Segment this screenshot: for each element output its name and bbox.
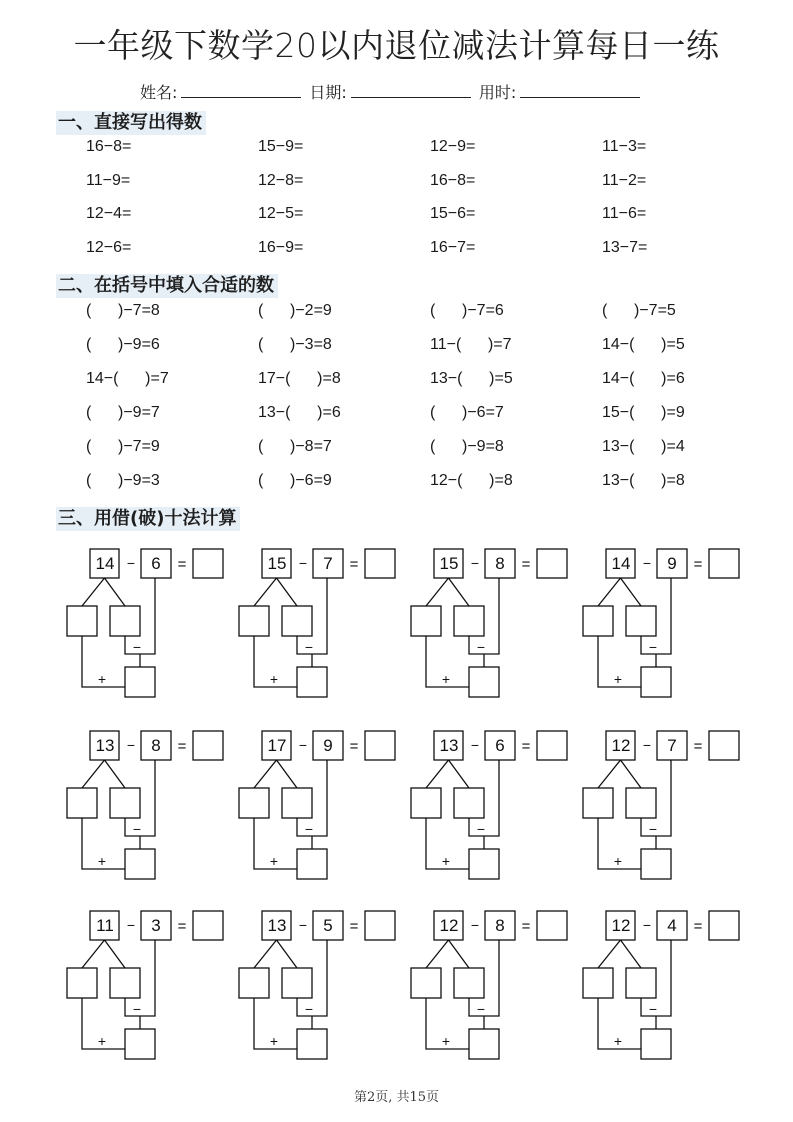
svg-text:−: − [470, 917, 480, 933]
intermediate-result-box[interactable] [125, 667, 155, 697]
svg-text:−: − [648, 821, 658, 837]
answer-box[interactable] [537, 731, 567, 761]
minuend: 12 [611, 916, 631, 935]
arithmetic-problem: 12−6= [86, 238, 132, 256]
svg-text:+: + [97, 853, 107, 869]
section-1-header: 一、直接写出得数 [56, 111, 206, 135]
answer-box[interactable] [193, 731, 223, 761]
borrow-ten-diagram [404, 902, 574, 1062]
borrow-ten-diagram [404, 722, 574, 882]
svg-text:=: = [693, 918, 703, 935]
answer-box[interactable] [709, 911, 739, 941]
svg-text:=: = [693, 556, 703, 573]
borrow-ten-diagram [576, 902, 746, 1062]
svg-text:+: + [441, 1033, 451, 1049]
arithmetic-problem: 15−6= [430, 205, 476, 222]
svg-text:−: − [132, 639, 142, 655]
fill-blank-problem: ( )−2=9 [258, 302, 332, 319]
svg-text:−: − [132, 821, 142, 837]
arithmetic-problem: 16−9= [258, 238, 304, 256]
svg-text:−: − [304, 1001, 314, 1017]
svg-text:−: − [648, 639, 658, 655]
worksheet-title: 一年级下数学20以内退位减法计算每日一练 [73, 26, 720, 65]
borrow-ten-diagram [232, 722, 402, 882]
intermediate-result-box[interactable] [641, 667, 671, 697]
intermediate-result-box[interactable] [125, 849, 155, 879]
answer-box[interactable] [537, 549, 567, 579]
fill-blank-problem: 13−( )=6 [258, 404, 341, 421]
svg-text:−: − [298, 737, 308, 753]
arithmetic-problem: 16−8= [86, 138, 132, 155]
intermediate-result-box[interactable] [297, 849, 327, 879]
fill-blank-problem: 12−( )=8 [430, 472, 513, 489]
minuend: 17 [267, 736, 287, 755]
svg-text:−: − [132, 1001, 142, 1017]
time-label: 用时: [478, 83, 517, 102]
arithmetic-problem: 11−3= [602, 138, 647, 155]
borrow-ten-diagram [232, 902, 402, 1062]
split-ten-box[interactable] [67, 968, 97, 998]
arithmetic-problem: 11−9= [86, 171, 131, 189]
svg-text:−: − [476, 1001, 486, 1017]
subtrahend: 8 [151, 736, 161, 755]
date-label: 日期: [309, 83, 347, 102]
minuend: 13 [267, 916, 287, 935]
minuend: 13 [95, 736, 115, 755]
fill-blank-problem: ( )−8=7 [258, 438, 332, 455]
intermediate-result-box[interactable] [641, 849, 671, 879]
subtrahend: 8 [495, 554, 505, 573]
split-ones-box[interactable] [454, 968, 484, 998]
time-field[interactable] [520, 83, 640, 98]
svg-text:=: = [693, 738, 703, 755]
answer-box[interactable] [193, 911, 223, 941]
answer-box[interactable] [365, 549, 395, 579]
svg-text:=: = [177, 738, 187, 755]
answer-box[interactable] [365, 731, 395, 761]
svg-text:−: − [126, 737, 136, 753]
split-ones-box[interactable] [282, 968, 312, 998]
minuend: 11 [96, 916, 114, 935]
svg-text:−: − [648, 1001, 658, 1017]
name-field[interactable] [181, 83, 301, 98]
split-ten-box[interactable] [411, 606, 441, 636]
fill-blank-problem: 14−( )=5 [602, 336, 685, 353]
minuend: 13 [439, 736, 459, 755]
subtrahend: 7 [323, 554, 333, 573]
svg-text:=: = [349, 918, 359, 935]
svg-text:+: + [613, 1033, 623, 1049]
arithmetic-problem: 11−6= [602, 205, 647, 222]
svg-text:−: − [298, 917, 308, 933]
svg-text:+: + [613, 671, 623, 687]
fill-blank-problem: 13−( )=8 [602, 472, 685, 489]
svg-text:=: = [521, 918, 531, 935]
intermediate-result-box[interactable] [297, 1029, 327, 1059]
svg-text:=: = [349, 738, 359, 755]
svg-text:−: − [126, 555, 136, 571]
svg-text:+: + [441, 853, 451, 869]
fill-blank-problem: 14−( )=7 [86, 370, 169, 387]
split-ten-box[interactable] [239, 606, 269, 636]
svg-text:−: − [642, 737, 652, 753]
minuend: 12 [439, 916, 459, 935]
svg-text:−: − [642, 555, 652, 571]
svg-text:−: − [470, 555, 480, 571]
intermediate-result-box[interactable] [469, 667, 499, 697]
svg-text:−: − [304, 821, 314, 837]
split-ten-box[interactable] [239, 968, 269, 998]
subtrahend: 3 [151, 916, 161, 935]
svg-text:=: = [521, 738, 531, 755]
fill-blank-problem: ( )−7=6 [430, 302, 504, 319]
svg-text:+: + [441, 671, 451, 687]
fill-blank-problem: ( )−9=3 [86, 472, 160, 489]
fill-blank-problem: ( )−6=7 [430, 404, 504, 421]
split-ones-box[interactable] [454, 788, 484, 818]
arithmetic-problem: 12−9= [430, 138, 476, 155]
svg-text:−: − [476, 639, 486, 655]
split-ten-box[interactable] [67, 606, 97, 636]
subtrahend: 4 [667, 916, 677, 935]
minuend: 12 [611, 736, 631, 755]
split-ones-box[interactable] [626, 968, 656, 998]
svg-text:=: = [521, 556, 531, 573]
intermediate-result-box[interactable] [469, 849, 499, 879]
svg-text:+: + [269, 671, 279, 687]
borrow-ten-diagram [404, 540, 574, 700]
answer-box[interactable] [193, 549, 223, 579]
svg-text:=: = [349, 556, 359, 573]
fill-blank-problem: ( )−9=7 [86, 404, 160, 421]
arithmetic-problem: 16−7= [430, 238, 476, 256]
fill-blank-problem: 17−( )=8 [258, 370, 341, 387]
split-ten-box[interactable] [411, 968, 441, 998]
svg-text:+: + [97, 1033, 107, 1049]
svg-text:+: + [613, 853, 623, 869]
borrow-ten-diagram [60, 540, 230, 700]
split-ones-box[interactable] [626, 606, 656, 636]
intermediate-result-box[interactable] [469, 1029, 499, 1059]
borrow-ten-diagram [60, 722, 230, 882]
arithmetic-problem: 16−8= [430, 171, 476, 189]
fill-blank-problem: 13−( )=4 [602, 438, 685, 455]
date-field[interactable] [351, 83, 471, 98]
arithmetic-problem: 12−8= [258, 171, 304, 189]
svg-text:−: − [304, 639, 314, 655]
minuend: 14 [95, 554, 115, 573]
svg-text:=: = [177, 918, 187, 935]
fill-blank-problem: ( )−9=6 [86, 336, 160, 353]
fill-blank-problem: ( )−6=9 [258, 472, 332, 489]
svg-text:+: + [269, 853, 279, 869]
split-ones-box[interactable] [626, 788, 656, 818]
svg-text:−: − [470, 737, 480, 753]
arithmetic-problem: 11−2= [602, 171, 647, 189]
fill-blank-problem: 11−( )=7 [430, 336, 512, 353]
fill-blank-problem: 13−( )=5 [430, 370, 513, 387]
split-ones-box[interactable] [454, 606, 484, 636]
split-ten-box[interactable] [583, 968, 613, 998]
answer-box[interactable] [365, 911, 395, 941]
student-info-row [140, 80, 648, 103]
svg-text:+: + [97, 671, 107, 687]
intermediate-result-box[interactable] [125, 1029, 155, 1059]
subtrahend: 8 [495, 916, 505, 935]
borrow-ten-diagram [232, 540, 402, 700]
borrow-ten-diagram [576, 540, 746, 700]
split-ten-box[interactable] [67, 788, 97, 818]
subtrahend: 9 [323, 736, 333, 755]
fill-blank-problem: ( )−7=8 [86, 302, 160, 319]
intermediate-result-box[interactable] [641, 1029, 671, 1059]
subtrahend: 9 [667, 554, 677, 573]
split-ten-box[interactable] [583, 788, 613, 818]
fill-blank-problem: 15−( )=9 [602, 404, 685, 421]
subtrahend: 6 [151, 554, 161, 573]
svg-text:+: + [269, 1033, 279, 1049]
arithmetic-problem: 12−4= [86, 205, 132, 222]
minuend: 14 [611, 554, 631, 573]
arithmetic-problem: 15−9= [258, 138, 304, 155]
svg-text:−: − [476, 821, 486, 837]
split-ten-box[interactable] [583, 606, 613, 636]
fill-blank-problem: 14−( )=6 [602, 370, 685, 387]
split-ten-box[interactable] [411, 788, 441, 818]
svg-text:=: = [177, 556, 187, 573]
subtrahend: 7 [667, 736, 677, 755]
intermediate-result-box[interactable] [297, 667, 327, 697]
page-footer: 第2页, 共15页 [353, 1090, 440, 1105]
svg-text:−: − [642, 917, 652, 933]
split-ones-box[interactable] [110, 606, 140, 636]
answer-box[interactable] [709, 549, 739, 579]
subtrahend: 6 [495, 736, 505, 755]
split-ones-box[interactable] [282, 606, 312, 636]
borrow-ten-diagram [576, 722, 746, 882]
section-3-header: 三、用借(破)十法计算 [56, 507, 240, 531]
subtrahend: 5 [323, 916, 333, 935]
svg-text:−: − [126, 917, 136, 933]
fill-blank-problem: ( )−3=8 [258, 336, 332, 353]
split-ones-box[interactable] [110, 968, 140, 998]
fill-blank-problem: ( )−7=5 [602, 302, 676, 319]
arithmetic-problem: 13−7= [602, 238, 648, 256]
split-ten-box[interactable] [239, 788, 269, 818]
section-2-header: 二、在括号中填入合适的数 [56, 274, 278, 298]
minuend: 15 [267, 554, 287, 573]
borrow-ten-diagram [60, 902, 230, 1062]
split-ones-box[interactable] [282, 788, 312, 818]
minuend: 15 [439, 554, 459, 573]
fill-blank-problem: ( )−7=9 [86, 438, 160, 455]
name-label: 姓名: [140, 83, 178, 102]
answer-box[interactable] [537, 911, 567, 941]
arithmetic-problem: 12−5= [258, 205, 304, 222]
svg-text:−: − [298, 555, 308, 571]
fill-blank-problem: ( )−9=8 [430, 438, 504, 455]
split-ones-box[interactable] [110, 788, 140, 818]
answer-box[interactable] [709, 731, 739, 761]
